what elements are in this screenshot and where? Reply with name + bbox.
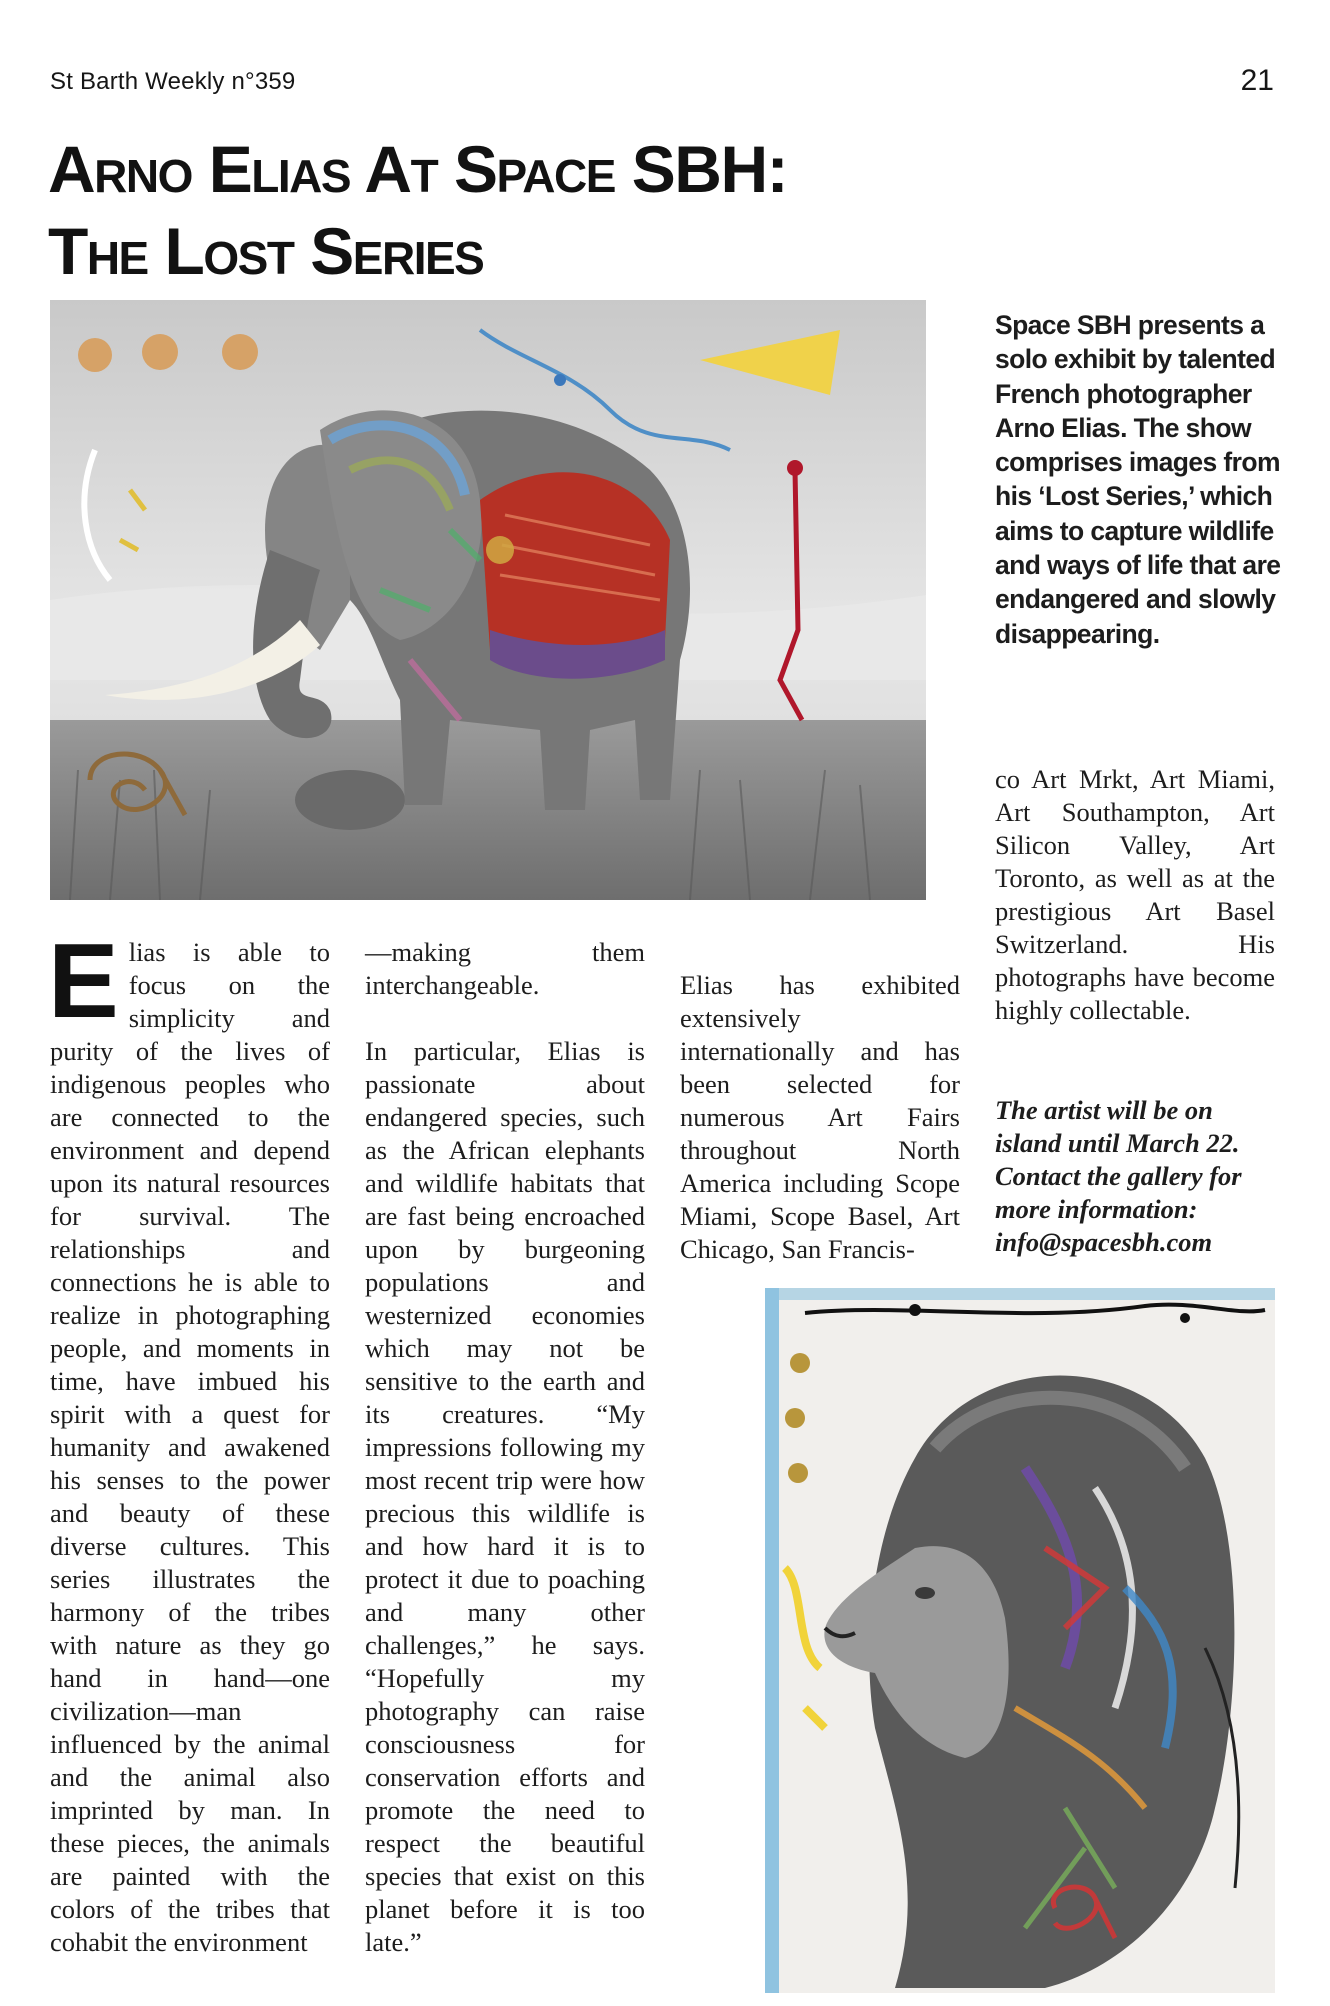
elephant-illustration xyxy=(50,300,926,900)
article-title-line-2: The Lost Series xyxy=(48,214,484,288)
dropcap: E xyxy=(48,922,119,1040)
body-column-1 xyxy=(48,922,330,1959)
painted-lion-photograph xyxy=(765,1288,1275,1993)
closing-note: The artist will be on island until March 22. Contact the gallery for more information: info@spacesbh.com xyxy=(995,1095,1242,1257)
body-paragraph: —making them interchangeable. xyxy=(365,937,645,1000)
body-column-3: Elias has exhibited extensively internationally and has been selected for numerous Art Fairs throughout North America including Scope Miami, Scope Basel, Art Chicago, San Francis- xyxy=(680,970,960,1264)
standfirst: Space SBH presents a solo exhibit by talented French photographer Arno Elias. The show comprises images from his ‘Lost Series,’ which aims to capture wildlife and ways of life that are endangered and slowly disappearing. xyxy=(995,310,1281,649)
running-head: St Barth Weekly n°359 xyxy=(50,68,296,95)
article-title-line-1: Arno Elias At Space SBH: xyxy=(48,132,788,206)
page-number: 21 xyxy=(1240,64,1274,97)
body-column-4: co Art Mrkt, Art Miami, Art Southampton, Art Silicon Valley, Art Toronto, as well as at the prestigious Art Basel Switzerland. His photographs have become highly collectable. xyxy=(995,764,1275,1025)
body-paragraph: lias is able to focus on the simplicity and purity of the lives of indigenous peoples who are connected to the environment and depend upon its natural resources for survival. The relationships and connections he is able to realize in photographing people, and moments in time, have imbued his spirit with a quest for humanity and awakened his senses to the power and beauty of these diverse cultures. This series illustrates the harmony of the tribes with nature as they go hand in hand—one civilization—man influenced by the animal and the animal also imprinted by man. In these pieces, the animals are painted with the colors of the tribes that cohabit the environment xyxy=(50,937,330,1957)
painted-elephant-photograph xyxy=(50,300,926,900)
lion-illustration xyxy=(765,1288,1275,1993)
body-paragraph: In particular, Elias is passionate about endangered species, such as the African elephants and wildlife habitats that are fast being encroached upon by burgeoning populations and westernized economies which may not be sensitive to the earth and its creatures. “My impressions following my most recent trip were how precious this wildlife is and how hard it is to protect it due to poaching and many other challenges,” he says. “Hopefully my photography can raise consciousness for conservation efforts and promote the need to respect the beautiful species that exist on this planet before it is too late.” xyxy=(365,1036,645,1957)
article-title xyxy=(48,128,948,292)
body-column-2 xyxy=(365,936,645,1959)
